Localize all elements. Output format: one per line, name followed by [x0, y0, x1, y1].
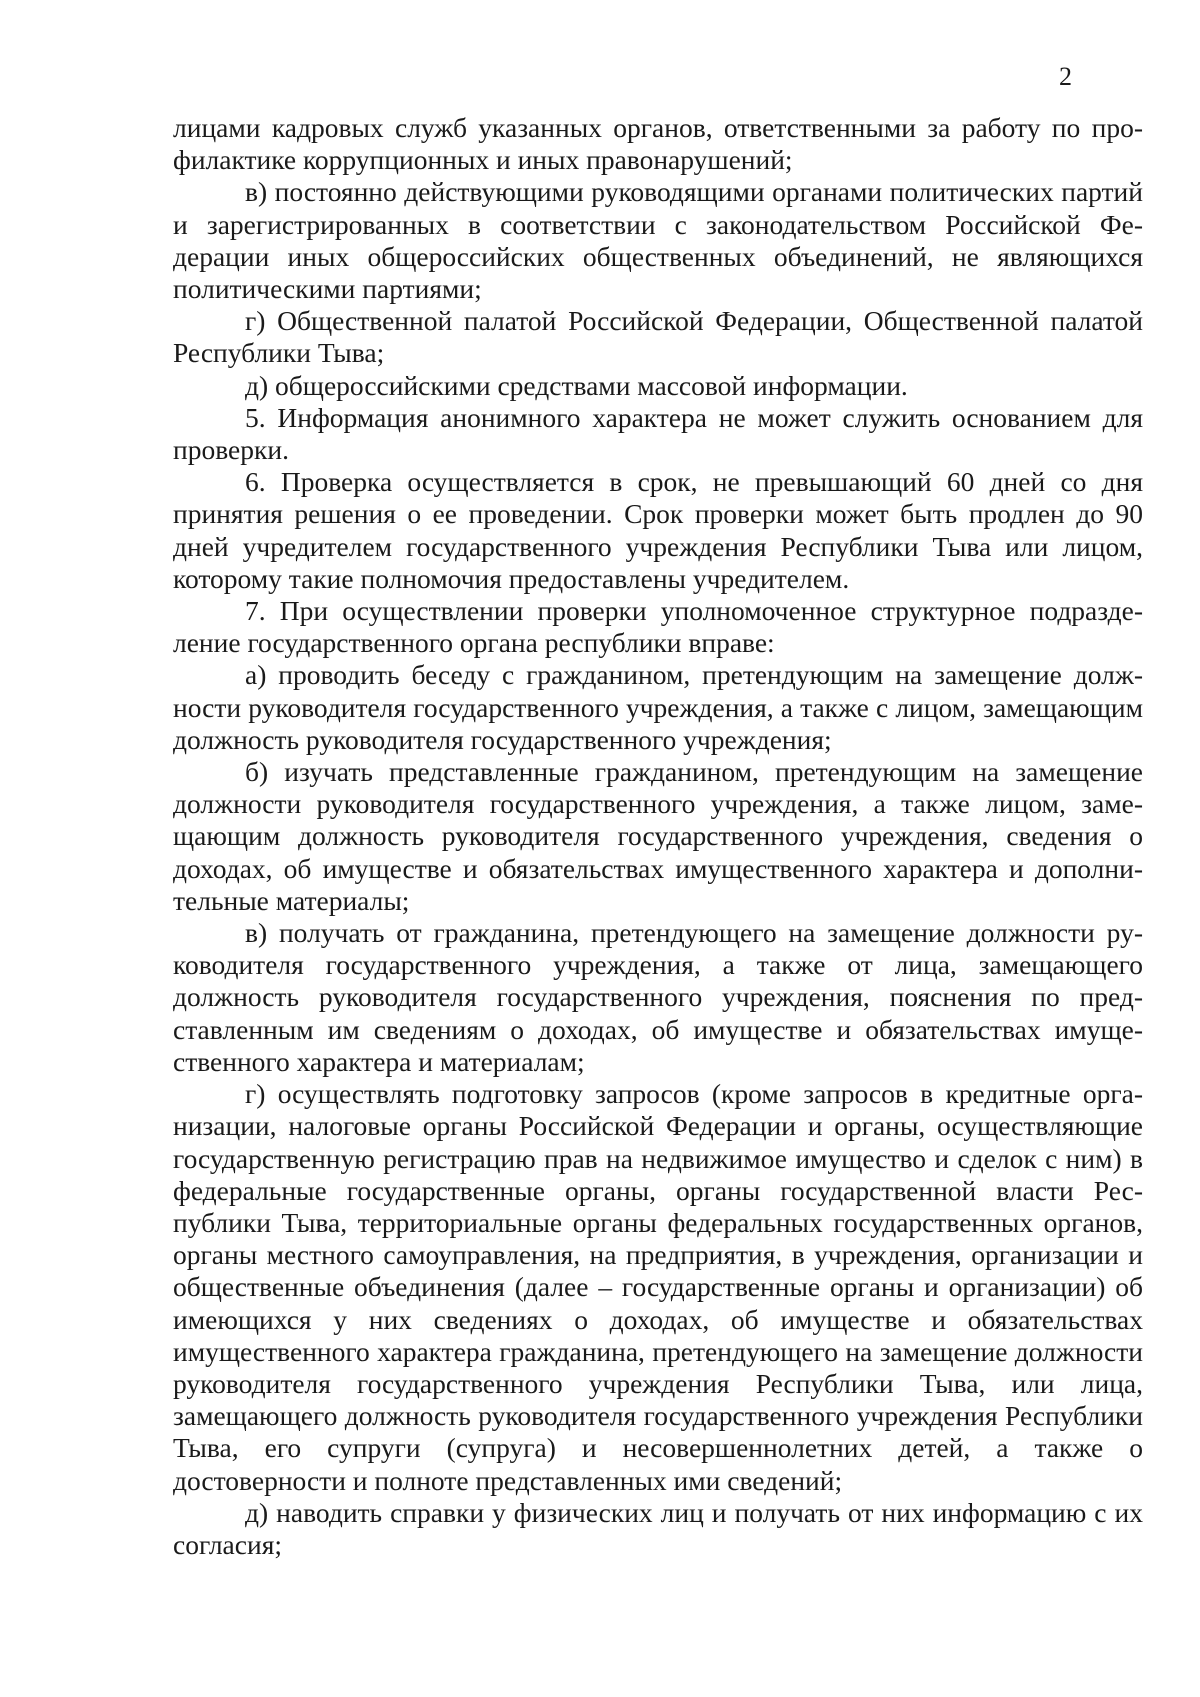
paragraph: г) Общественной палатой Российской Федерации, Общественной палатой Республики Тыва;	[173, 305, 1143, 369]
document-body	[173, 112, 1143, 1561]
paragraph: г) осуществлять подготовку запросов (кроме запросов в кредитные организации, налоговые органы Российской Федерации и органы, осуществляющие государственную регистрацию прав на недвижимое имущество и сделок с ним) в федеральные государственные органы, органы государственной власти Республики Тыва, территориальные органы федеральных государственных органов, органы местного самоуправления, на предприятия, в учреждения, организации и общественные объединения (далее – государственные органы и организации) об имеющихся у них сведениях о доходах, об имуществе и обязательствах имущественного характера гражданина, претендующего на замещение должности руководителя государственного учреждения Республики Тыва, или лица, замещающего должность руководителя государственного учреждения Республики Тыва, его супруги (супруга) и несовершеннолетних детей, а также о достоверности и полноте представленных ими сведений;	[173, 1078, 1143, 1496]
paragraph: а) проводить беседу с гражданином, претендующим на замещение должности руководителя государственного учреждения, а также с лицом, замещающим должность руководителя государственного учреждения;	[173, 659, 1143, 755]
paragraph: д) общероссийскими средствами массовой информации.	[245, 369, 908, 401]
paragraph: 7. При осуществлении проверки уполномоченное структурное подразделение государственного органа республики вправе:	[173, 595, 1143, 659]
paragraph: 6. Проверка осуществляется в срок, не превышающий 60 дней со дня принятия решения о ее проведении. Срок проверки может быть продлен до 90 дней учредителем государственного учреждения Республики Тыва или лицом, которому такие полномочия предоставлены учредителем.	[173, 466, 1143, 594]
paragraph: в) постоянно действующими руководящими органами политических партий и зарегистрированных в соответствии с законодательством Российской Федерации иных общероссийских общественных объединений, не являющихся политическими партиями;	[173, 176, 1143, 305]
paragraph: 5. Информация анонимного характера не может служить основанием для проверки.	[173, 401, 1143, 466]
page-number: 2	[1059, 62, 1072, 91]
paragraph: в) получать от гражданина, претендующего на замещение должности руководителя государственного учреждения, а также от лица, замещающего должность руководителя государственного учреждения, пояснения по представленным им сведениям о доходах, об имуществе и обязательствах имущественного характера и материалам;	[173, 917, 1143, 1077]
paragraph: б) изучать представленные гражданином, претендующим на замещение должности руководителя государственного учреждения, а также лицом, замещающим должность руководителя государственного учреждения, сведения о доходах, об имуществе и обязательствах имущественного характера и дополнительные материалы;	[173, 756, 1143, 916]
paragraph: лицами кадровых служб указанных органов, ответственными за работу по профилактике коррупционных и иных правонарушений;	[173, 112, 1143, 176]
paragraph: д) наводить справки у физических лиц и получать от них информацию с их согласия;	[173, 1496, 1143, 1560]
